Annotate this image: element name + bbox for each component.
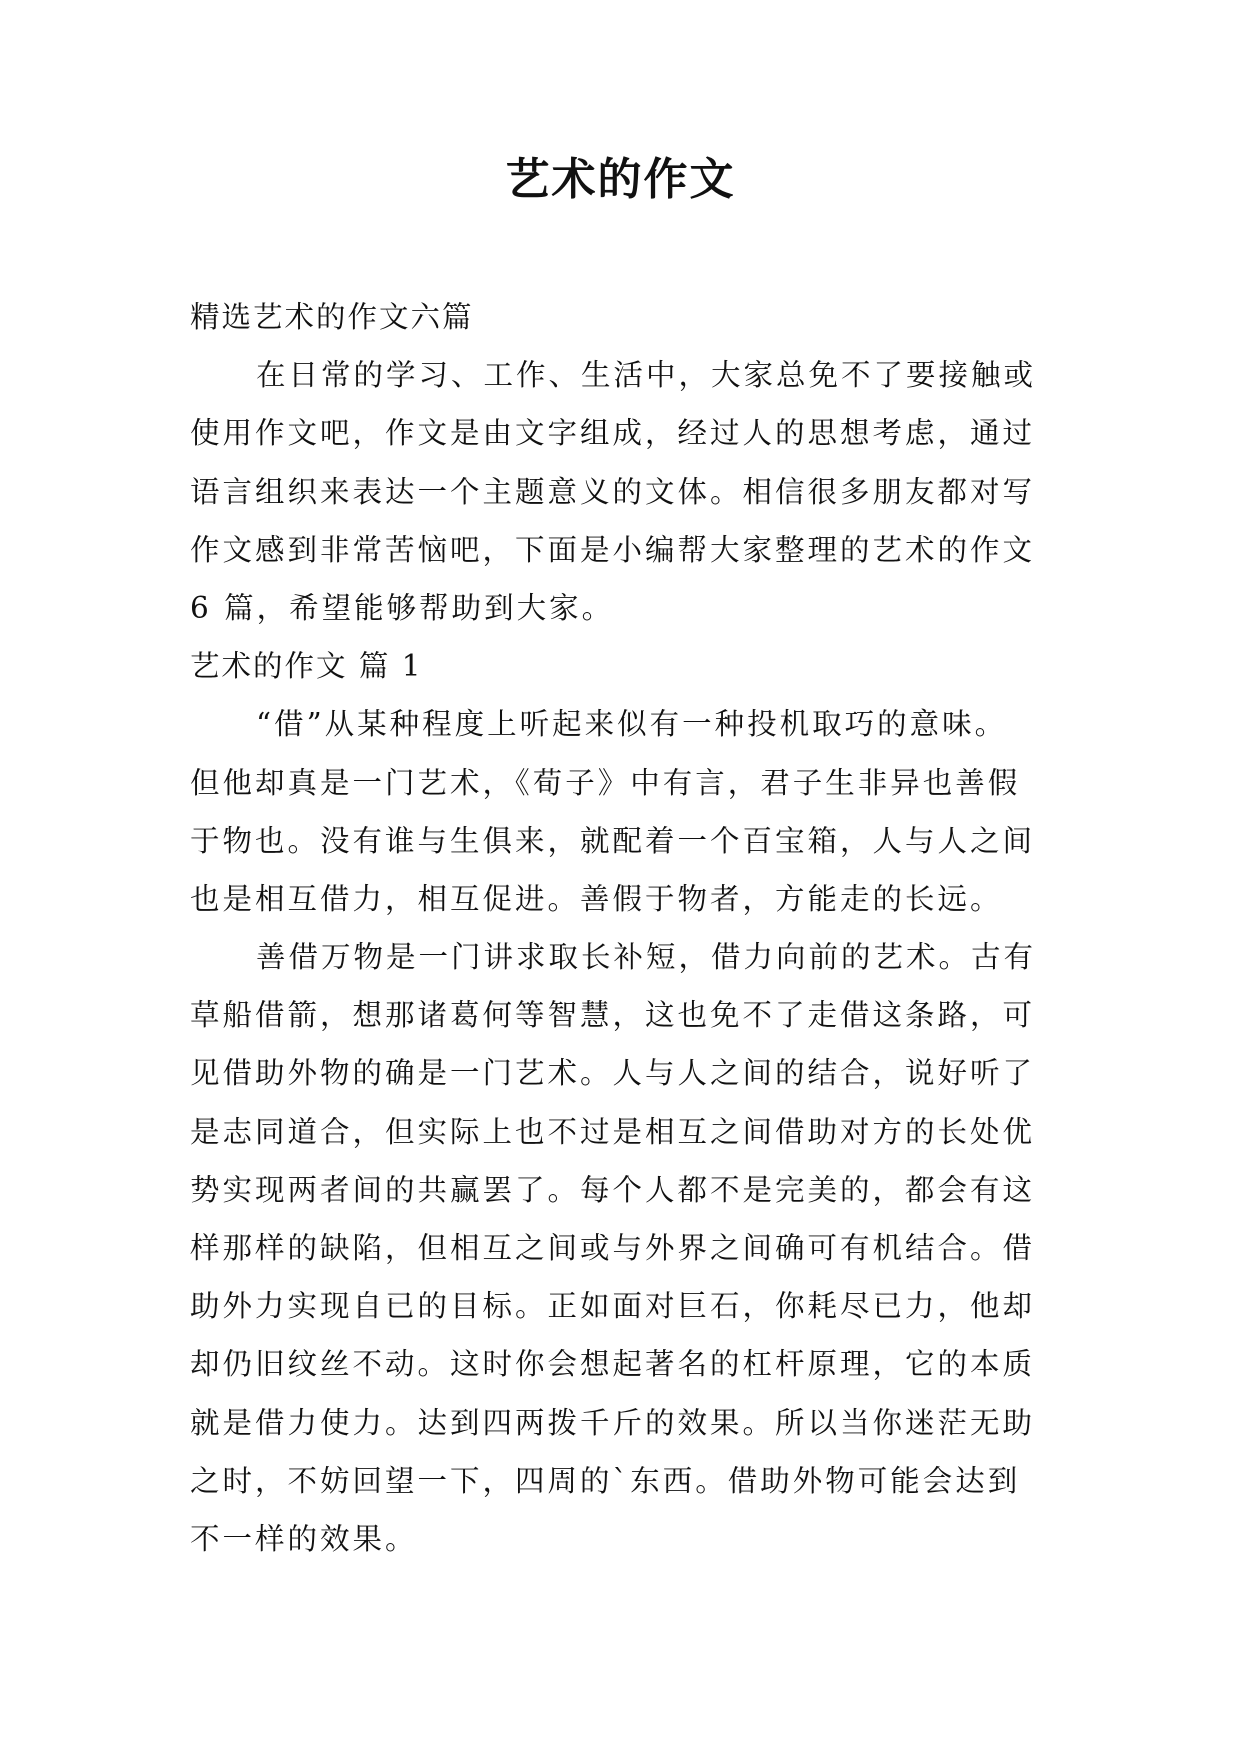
essay-paragraph-line: 善借万物是一门讲求取长补短，借力向前的艺术。古有 — [256, 940, 1037, 975]
essay-paragraph-line: 之时，不妨回望一下，四周的`东西。借助外物可能会达到 — [190, 1463, 1021, 1498]
intro-paragraph-line: 在日常的学习、工作、生活中，大家总免不了要接触或 — [256, 358, 1037, 393]
intro-paragraph-line: 6 篇，希望能够帮助到大家。 — [190, 590, 615, 625]
intro-paragraph-line: 使用作文吧，作文是由文字组成，经过人的思想考虑，通过 — [190, 416, 1036, 451]
essay-paragraph-line: 是志同道合，但实际上也不过是相互之间借助对方的长处优 — [190, 1114, 1036, 1149]
document-title: 艺术的作文 — [505, 154, 736, 205]
subtitle-line: 精选艺术的作文六篇 — [190, 300, 474, 334]
essay-paragraph-line: 却仍旧纹丝不动。这时你会想起著名的杠杆原理，它的本质 — [190, 1347, 1036, 1382]
document-body — [190, 288, 1050, 1568]
essay-paragraph-line: 助外力实现自已的目标。正如面对巨石，你耗尽已力，他却 — [190, 1289, 1036, 1324]
essay-paragraph-line: 也是相互借力，相互促进。善假于物者，方能走的长远。 — [190, 881, 1003, 916]
essay-paragraph-line: 但他却真是一门艺术，《荀子》中有言，君子生非异也善假 — [190, 765, 1021, 800]
essay-paragraph-line: “借”从某种程度上听起来似有一种投机取巧的意味。 — [256, 707, 1008, 742]
essay-paragraph-line: 不一样的效果。 — [190, 1521, 418, 1556]
section-heading: 艺术的作文 篇 1 — [190, 649, 423, 684]
intro-paragraph-line: 作文感到非常苦恼吧，下面是小编帮大家整理的艺术的作文 — [190, 532, 1036, 567]
essay-paragraph-line: 势实现两者间的共赢罢了。每个人都不是完美的，都会有这 — [190, 1172, 1036, 1207]
essay-paragraph-line: 就是借力使力。达到四两拨千斤的效果。所以当你迷茫无助 — [190, 1405, 1036, 1440]
essay-paragraph-line: 见借助外物的确是一门艺术。人与人之间的结合，说好听了 — [190, 1056, 1036, 1091]
essay-paragraph-line: 样那样的缺陷，但相互之间或与外界之间确可有机结合。借 — [190, 1231, 1036, 1265]
essay-paragraph-line: 草船借箭，想那诸葛何等智慧，这也免不了走借这条路，可 — [190, 998, 1036, 1033]
intro-paragraph-line: 语言组织来表达一个主题意义的文体。相信很多朋友都对写 — [190, 474, 1036, 509]
essay-paragraph-line: 于物也。没有谁与生俱来，就配着一个百宝箱，人与人之间 — [190, 823, 1036, 858]
